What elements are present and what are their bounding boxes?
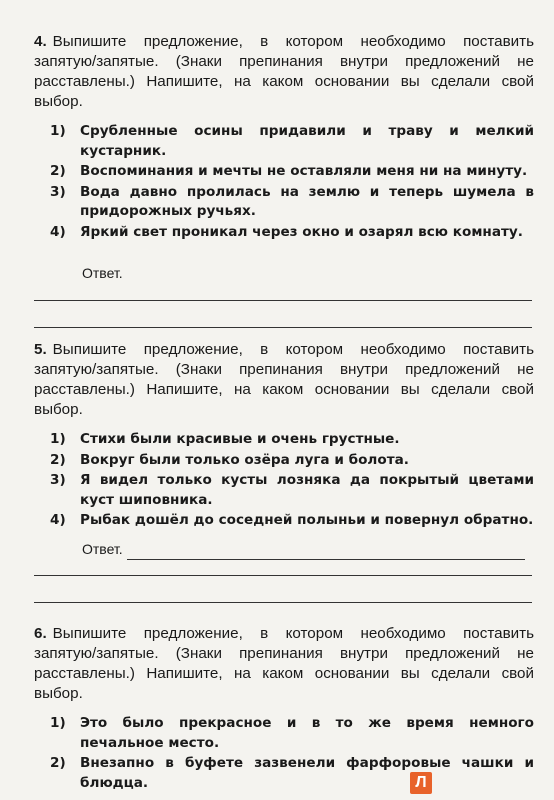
option-number: 1) <box>50 123 66 139</box>
option-number: 1) <box>50 715 66 731</box>
option-text: Срубленные осины придавили и траву и мелкий кустарник. <box>80 123 534 159</box>
answer-underline <box>34 602 532 603</box>
option-number: 4) <box>50 512 66 528</box>
option-number: 2) <box>50 451 66 468</box>
option-list <box>34 714 534 793</box>
list-item <box>34 162 534 182</box>
task-5 <box>34 340 534 532</box>
answer-label: Ответ. <box>82 265 123 281</box>
option-text: Вода давно пролилась на землю и теперь шумела в придорожных ручьях. <box>80 183 534 219</box>
answer-underline <box>34 575 532 576</box>
option-number: 4) <box>50 223 66 240</box>
list-item <box>34 511 534 531</box>
list-item <box>34 471 534 510</box>
list-item <box>34 223 534 243</box>
list-item <box>34 183 534 222</box>
task-text: Выпишите предложение, в котором необходимо поставить запятую/запятые. (Знаки препинания внутри предложений не расставлены.) Напишите, на каком основании вы сделали свой выбор. <box>34 33 534 110</box>
option-number: 2) <box>50 755 66 771</box>
task-4 <box>34 32 534 243</box>
option-number: 1) <box>50 431 66 447</box>
list-item <box>34 754 534 793</box>
option-text: Воспоминания и мечты не оставляли меня ни на минуту. <box>80 163 528 179</box>
option-list <box>34 430 534 531</box>
option-text: Я видел только кусты лозняка да покрытый цветами куст шиповника. <box>80 472 534 508</box>
option-text: Яркий свет проникал через окно и озарял всю комнату. <box>80 223 523 240</box>
option-list <box>34 122 534 242</box>
option-text: Стихи были красивые и очень грустные. <box>80 431 400 447</box>
option-text: Внезапно в буфете зазвенели фарфоровые чашки и блюдца. <box>80 755 534 791</box>
option-number: 3) <box>50 472 66 488</box>
answer-line[interactable] <box>82 264 532 283</box>
option-number: 2) <box>50 163 66 179</box>
task-number: 5. <box>34 341 47 358</box>
task-text: Выпишите предложение, в котором необходимо поставить запятую/запятые. (Знаки препинания внутри предложений не расставлены.) Напишите, на каком основании вы сделали свой выбор. <box>34 625 534 702</box>
option-number: 3) <box>50 183 66 200</box>
option-text: Рыбак дошёл до соседней полыньи и повернул обратно. <box>80 512 534 528</box>
publisher-logo-icon: Л <box>410 772 432 794</box>
task-prompt <box>34 32 534 112</box>
task-number: 6. <box>34 625 47 642</box>
option-text: Это было прекрасное и в то же время немного печальное место. <box>80 715 534 751</box>
list-item <box>34 430 534 450</box>
list-item <box>34 122 534 161</box>
option-text: Вокруг были только озёра луга и болота. <box>80 451 409 468</box>
task-prompt <box>34 340 534 420</box>
task-number: 4. <box>34 33 47 50</box>
answer-underline <box>34 327 532 328</box>
task-prompt <box>34 624 534 704</box>
answer-underline <box>34 300 532 301</box>
answer-underline <box>127 541 525 560</box>
task-6 <box>34 624 534 794</box>
answer-line[interactable] <box>82 540 532 560</box>
list-item <box>34 451 534 471</box>
list-item <box>34 714 534 753</box>
task-text: Выпишите предложение, в котором необходимо поставить запятую/запятые. (Знаки препинания внутри предложений не расставлены.) Напишите, на каком основании вы сделали свой выбор. <box>34 341 534 418</box>
answer-label: Ответ. <box>82 541 123 557</box>
